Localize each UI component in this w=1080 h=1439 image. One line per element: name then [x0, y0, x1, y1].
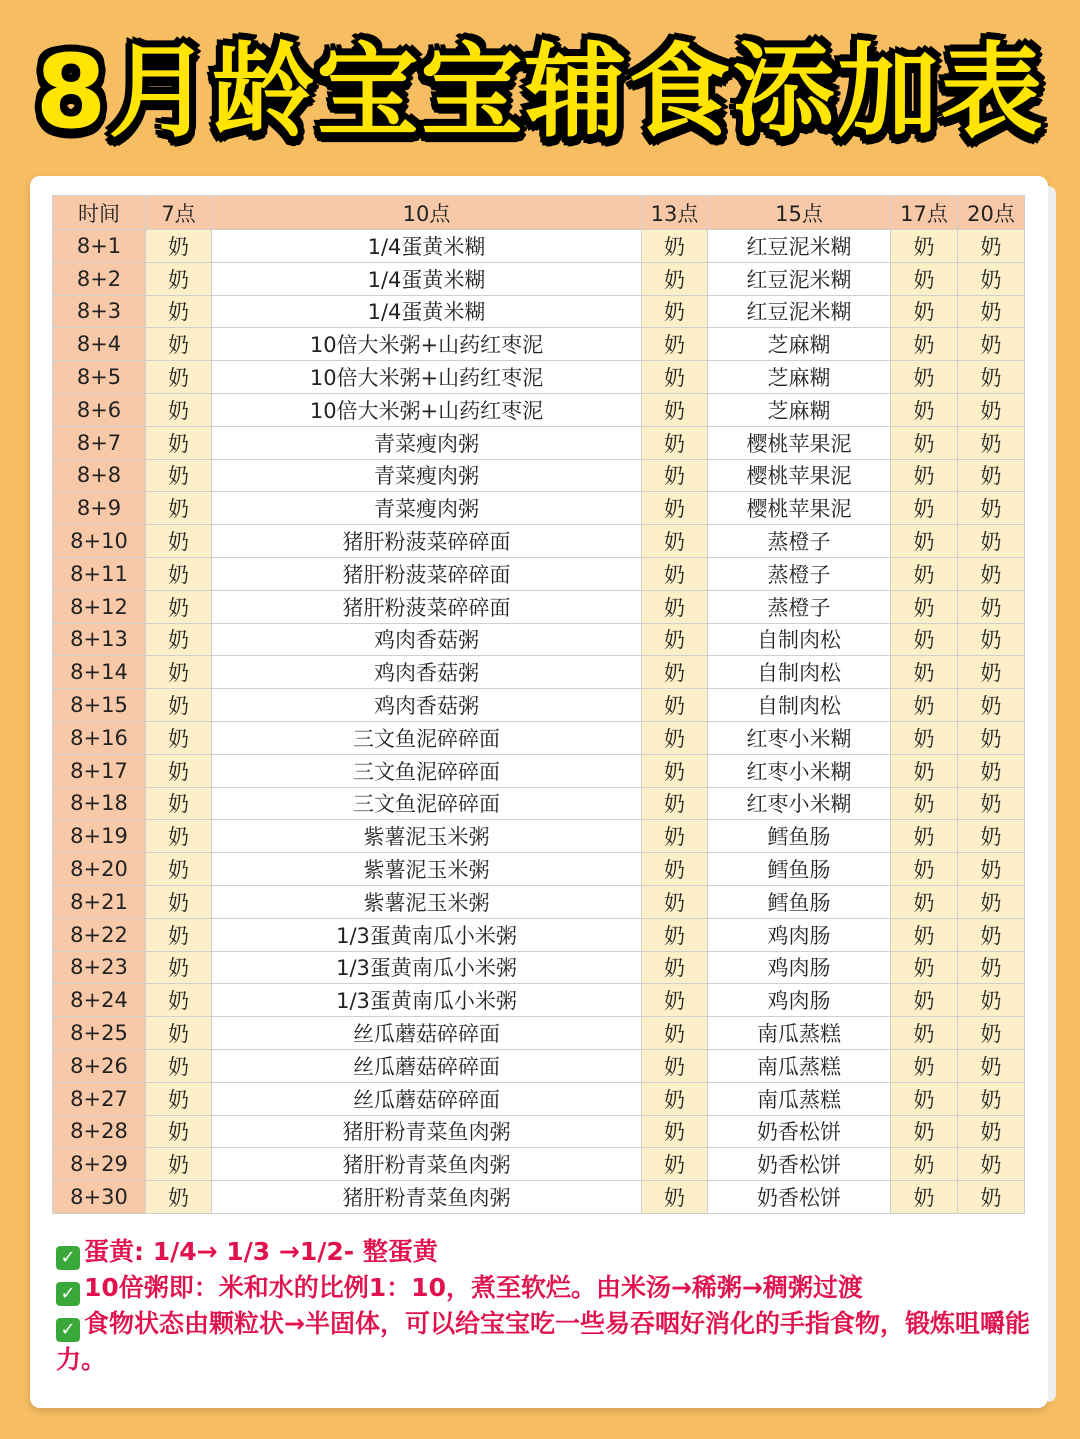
meal-cell-10: 猪肝粉青菜鱼肉粥 — [212, 1148, 642, 1181]
meal-cell-13: 奶 — [642, 885, 708, 918]
meal-cell-7: 奶 — [146, 590, 212, 623]
meal-cell-15: 鸡肉肠 — [708, 984, 891, 1017]
table-row — [53, 787, 1025, 820]
check-mark-icon: ✓ — [56, 1318, 80, 1342]
meal-cell-15: 红枣小米糊 — [708, 787, 891, 820]
meal-cell-20: 奶 — [958, 361, 1025, 394]
meal-cell-13: 奶 — [642, 525, 708, 558]
meal-cell-20: 奶 — [958, 590, 1025, 623]
meal-cell-10: 10倍大米粥+山药红枣泥 — [212, 361, 642, 394]
day-cell: 8+22 — [53, 918, 146, 951]
meal-cell-15: 鸡肉肠 — [708, 951, 891, 984]
meal-cell-20: 奶 — [958, 557, 1025, 590]
table-row — [53, 262, 1025, 295]
meal-cell-7: 奶 — [146, 459, 212, 492]
meal-cell-13: 奶 — [642, 1148, 708, 1181]
table-row — [53, 721, 1025, 754]
meal-cell-13: 奶 — [642, 754, 708, 787]
meal-cell-20: 奶 — [958, 328, 1025, 361]
meal-cell-10: 丝瓜蘑菇碎碎面 — [212, 1082, 642, 1115]
column-header: 7点 — [146, 196, 212, 230]
meal-cell-13: 奶 — [642, 689, 708, 722]
meal-cell-17: 奶 — [891, 1049, 958, 1082]
meal-cell-7: 奶 — [146, 426, 212, 459]
meal-cell-17: 奶 — [891, 393, 958, 426]
day-cell: 8+15 — [53, 689, 146, 722]
meal-cell-17: 奶 — [891, 853, 958, 886]
meal-cell-7: 奶 — [146, 1181, 212, 1214]
meal-cell-13: 奶 — [642, 295, 708, 328]
meal-cell-20: 奶 — [958, 1017, 1025, 1050]
meal-cell-13: 奶 — [642, 951, 708, 984]
meal-cell-20: 奶 — [958, 525, 1025, 558]
feeding-schedule-table — [52, 195, 1025, 1214]
meal-cell-10: 丝瓜蘑菇碎碎面 — [212, 1017, 642, 1050]
meal-cell-10: 猪肝粉菠菜碎碎面 — [212, 557, 642, 590]
meal-cell-15: 红豆泥米糊 — [708, 262, 891, 295]
meal-cell-10: 1/4蛋黄米糊 — [212, 262, 642, 295]
meal-cell-13: 奶 — [642, 984, 708, 1017]
day-cell: 8+16 — [53, 721, 146, 754]
meal-cell-7: 奶 — [146, 1148, 212, 1181]
meal-cell-20: 奶 — [958, 721, 1025, 754]
meal-cell-13: 奶 — [642, 426, 708, 459]
day-cell: 8+26 — [53, 1049, 146, 1082]
day-cell: 8+6 — [53, 393, 146, 426]
table-row — [53, 525, 1025, 558]
meal-cell-13: 奶 — [642, 1181, 708, 1214]
meal-cell-10: 鸡肉香菇粥 — [212, 689, 642, 722]
meal-cell-20: 奶 — [958, 393, 1025, 426]
meal-cell-17: 奶 — [891, 1017, 958, 1050]
table-row — [53, 885, 1025, 918]
table-row — [53, 1115, 1025, 1148]
table-row — [53, 557, 1025, 590]
meal-cell-15: 蒸橙子 — [708, 557, 891, 590]
table-header-row — [53, 196, 1025, 230]
meal-cell-17: 奶 — [891, 656, 958, 689]
table-row — [53, 426, 1025, 459]
table-row — [53, 754, 1025, 787]
meal-cell-20: 奶 — [958, 820, 1025, 853]
meal-cell-20: 奶 — [958, 754, 1025, 787]
meal-cell-17: 奶 — [891, 590, 958, 623]
meal-cell-20: 奶 — [958, 885, 1025, 918]
meal-cell-7: 奶 — [146, 754, 212, 787]
meal-cell-17: 奶 — [891, 820, 958, 853]
meal-cell-7: 奶 — [146, 689, 212, 722]
meal-cell-7: 奶 — [146, 984, 212, 1017]
meal-cell-13: 奶 — [642, 590, 708, 623]
meal-cell-10: 三文鱼泥碎碎面 — [212, 721, 642, 754]
meal-cell-10: 青菜瘦肉粥 — [212, 492, 642, 525]
day-cell: 8+27 — [53, 1082, 146, 1115]
meal-cell-15: 樱桃苹果泥 — [708, 492, 891, 525]
table-body — [53, 230, 1025, 1214]
meal-cell-7: 奶 — [146, 262, 212, 295]
meal-cell-10: 1/3蛋黄南瓜小米粥 — [212, 918, 642, 951]
meal-cell-17: 奶 — [891, 328, 958, 361]
meal-cell-7: 奶 — [146, 853, 212, 886]
meal-cell-10: 三文鱼泥碎碎面 — [212, 754, 642, 787]
meal-cell-13: 奶 — [642, 853, 708, 886]
meal-cell-10: 鸡肉香菇粥 — [212, 656, 642, 689]
meal-cell-7: 奶 — [146, 230, 212, 263]
table-row — [53, 951, 1025, 984]
meal-cell-10: 10倍大米粥+山药红枣泥 — [212, 393, 642, 426]
meal-cell-15: 鳕鱼肠 — [708, 885, 891, 918]
meal-cell-10: 青菜瘦肉粥 — [212, 459, 642, 492]
note-item: ✓ 食物状态由颗粒状→半固体，可以给宝宝吃一些易吞咽好消化的手指食物，锻炼咀嚼能力。 — [56, 1309, 1030, 1374]
day-cell: 8+3 — [53, 295, 146, 328]
meal-cell-7: 奶 — [146, 885, 212, 918]
meal-cell-15: 自制肉松 — [708, 656, 891, 689]
table-row — [53, 361, 1025, 394]
meal-cell-13: 奶 — [642, 459, 708, 492]
meal-cell-15: 樱桃苹果泥 — [708, 459, 891, 492]
meal-cell-13: 奶 — [642, 1115, 708, 1148]
meal-cell-17: 奶 — [891, 492, 958, 525]
day-cell: 8+2 — [53, 262, 146, 295]
meal-cell-15: 红枣小米糊 — [708, 721, 891, 754]
table-row — [53, 393, 1025, 426]
meal-cell-15: 奶香松饼 — [708, 1148, 891, 1181]
meal-cell-7: 奶 — [146, 1049, 212, 1082]
note-item: ✓ 蛋黄: 1/4→ 1/3 →1/2- 整蛋黄 — [56, 1234, 1036, 1270]
meal-cell-20: 奶 — [958, 492, 1025, 525]
meal-cell-7: 奶 — [146, 951, 212, 984]
meal-cell-20: 奶 — [958, 1181, 1025, 1214]
meal-cell-17: 奶 — [891, 885, 958, 918]
notes-section — [56, 1234, 1036, 1378]
meal-cell-10: 猪肝粉青菜鱼肉粥 — [212, 1115, 642, 1148]
table-row — [53, 590, 1025, 623]
meal-cell-7: 奶 — [146, 492, 212, 525]
day-cell: 8+9 — [53, 492, 146, 525]
meal-cell-7: 奶 — [146, 721, 212, 754]
meal-cell-10: 1/4蛋黄米糊 — [212, 295, 642, 328]
day-cell: 8+17 — [53, 754, 146, 787]
meal-cell-17: 奶 — [891, 754, 958, 787]
column-header: 10点 — [212, 196, 642, 230]
meal-cell-10: 三文鱼泥碎碎面 — [212, 787, 642, 820]
meal-cell-17: 奶 — [891, 1115, 958, 1148]
meal-cell-20: 奶 — [958, 459, 1025, 492]
day-cell: 8+13 — [53, 623, 146, 656]
meal-cell-17: 奶 — [891, 951, 958, 984]
table-row — [53, 1181, 1025, 1214]
note-item: ✓ 10倍粥即：米和水的比例1：10，煮至软烂。由米汤→稀粥→稠粥过渡 — [56, 1270, 1036, 1306]
meal-cell-20: 奶 — [958, 230, 1025, 263]
column-header: 时间 — [53, 196, 146, 230]
meal-cell-20: 奶 — [958, 426, 1025, 459]
meal-cell-15: 芝麻糊 — [708, 393, 891, 426]
meal-cell-13: 奶 — [642, 328, 708, 361]
meal-cell-7: 奶 — [146, 525, 212, 558]
meal-cell-17: 奶 — [891, 689, 958, 722]
page-title: 8月龄宝宝辅食添加表 — [35, 33, 1045, 152]
meal-cell-15: 奶香松饼 — [708, 1181, 891, 1214]
meal-cell-10: 丝瓜蘑菇碎碎面 — [212, 1049, 642, 1082]
schedule-card — [30, 176, 1048, 1408]
meal-cell-7: 奶 — [146, 623, 212, 656]
day-cell: 8+21 — [53, 885, 146, 918]
meal-cell-13: 奶 — [642, 230, 708, 263]
meal-cell-7: 奶 — [146, 1115, 212, 1148]
meal-cell-17: 奶 — [891, 1082, 958, 1115]
meal-cell-20: 奶 — [958, 1082, 1025, 1115]
meal-cell-15: 芝麻糊 — [708, 328, 891, 361]
table-row — [53, 230, 1025, 263]
meal-cell-17: 奶 — [891, 230, 958, 263]
table-row — [53, 459, 1025, 492]
meal-cell-7: 奶 — [146, 393, 212, 426]
table-row — [53, 918, 1025, 951]
meal-cell-17: 奶 — [891, 557, 958, 590]
day-cell: 8+23 — [53, 951, 146, 984]
meal-cell-7: 奶 — [146, 557, 212, 590]
meal-cell-13: 奶 — [642, 787, 708, 820]
meal-cell-10: 紫薯泥玉米粥 — [212, 885, 642, 918]
day-cell: 8+18 — [53, 787, 146, 820]
meal-cell-20: 奶 — [958, 262, 1025, 295]
day-cell: 8+25 — [53, 1017, 146, 1050]
meal-cell-13: 奶 — [642, 492, 708, 525]
meal-cell-17: 奶 — [891, 787, 958, 820]
meal-cell-20: 奶 — [958, 623, 1025, 656]
meal-cell-13: 奶 — [642, 656, 708, 689]
meal-cell-10: 1/4蛋黄米糊 — [212, 230, 642, 263]
table-row — [53, 1082, 1025, 1115]
column-header: 20点 — [958, 196, 1025, 230]
day-cell: 8+11 — [53, 557, 146, 590]
meal-cell-13: 奶 — [642, 393, 708, 426]
meal-cell-13: 奶 — [642, 1017, 708, 1050]
meal-cell-17: 奶 — [891, 295, 958, 328]
table-row — [53, 1148, 1025, 1181]
table-row — [53, 656, 1025, 689]
meal-cell-7: 奶 — [146, 361, 212, 394]
meal-cell-7: 奶 — [146, 1017, 212, 1050]
table-row — [53, 984, 1025, 1017]
meal-cell-10: 10倍大米粥+山药红枣泥 — [212, 328, 642, 361]
day-cell: 8+1 — [53, 230, 146, 263]
meal-cell-15: 蒸橙子 — [708, 525, 891, 558]
meal-cell-13: 奶 — [642, 1049, 708, 1082]
meal-cell-7: 奶 — [146, 820, 212, 853]
day-cell: 8+20 — [53, 853, 146, 886]
meal-cell-7: 奶 — [146, 295, 212, 328]
meal-cell-15: 南瓜蒸糕 — [708, 1049, 891, 1082]
meal-cell-10: 鸡肉香菇粥 — [212, 623, 642, 656]
meal-cell-20: 奶 — [958, 1115, 1025, 1148]
meal-cell-17: 奶 — [891, 984, 958, 1017]
meal-cell-10: 1/3蛋黄南瓜小米粥 — [212, 951, 642, 984]
day-cell: 8+7 — [53, 426, 146, 459]
meal-cell-13: 奶 — [642, 557, 708, 590]
meal-cell-13: 奶 — [642, 361, 708, 394]
meal-cell-20: 奶 — [958, 853, 1025, 886]
meal-cell-10: 猪肝粉青菜鱼肉粥 — [212, 1181, 642, 1214]
meal-cell-17: 奶 — [891, 918, 958, 951]
meal-cell-20: 奶 — [958, 787, 1025, 820]
day-cell: 8+29 — [53, 1148, 146, 1181]
meal-cell-15: 红枣小米糊 — [708, 754, 891, 787]
meal-cell-13: 奶 — [642, 721, 708, 754]
meal-cell-15: 红豆泥米糊 — [708, 295, 891, 328]
table-row — [53, 623, 1025, 656]
meal-cell-17: 奶 — [891, 361, 958, 394]
meal-cell-13: 奶 — [642, 262, 708, 295]
meal-cell-10: 猪肝粉菠菜碎碎面 — [212, 525, 642, 558]
day-cell: 8+12 — [53, 590, 146, 623]
table-row — [53, 1017, 1025, 1050]
meal-cell-20: 奶 — [958, 295, 1025, 328]
meal-cell-17: 奶 — [891, 721, 958, 754]
meal-cell-10: 1/3蛋黄南瓜小米粥 — [212, 984, 642, 1017]
meal-cell-13: 奶 — [642, 1082, 708, 1115]
meal-cell-7: 奶 — [146, 656, 212, 689]
day-cell: 8+4 — [53, 328, 146, 361]
table-row — [53, 492, 1025, 525]
table-row — [53, 295, 1025, 328]
column-header: 17点 — [891, 196, 958, 230]
meal-cell-20: 奶 — [958, 1148, 1025, 1181]
day-cell: 8+10 — [53, 525, 146, 558]
meal-cell-20: 奶 — [958, 689, 1025, 722]
meal-cell-15: 鳕鱼肠 — [708, 853, 891, 886]
meal-cell-15: 自制肉松 — [708, 623, 891, 656]
check-mark-icon: ✓ — [56, 1246, 80, 1270]
day-cell: 8+30 — [53, 1181, 146, 1214]
meal-cell-17: 奶 — [891, 525, 958, 558]
meal-cell-15: 芝麻糊 — [708, 361, 891, 394]
meal-cell-10: 猪肝粉菠菜碎碎面 — [212, 590, 642, 623]
meal-cell-7: 奶 — [146, 1082, 212, 1115]
meal-cell-17: 奶 — [891, 459, 958, 492]
meal-cell-7: 奶 — [146, 328, 212, 361]
meal-cell-13: 奶 — [642, 820, 708, 853]
check-mark-icon: ✓ — [56, 1282, 80, 1306]
meal-cell-10: 青菜瘦肉粥 — [212, 426, 642, 459]
meal-cell-15: 红豆泥米糊 — [708, 230, 891, 263]
meal-cell-15: 鸡肉肠 — [708, 918, 891, 951]
meal-cell-17: 奶 — [891, 426, 958, 459]
day-cell: 8+5 — [53, 361, 146, 394]
meal-cell-20: 奶 — [958, 1049, 1025, 1082]
table-row — [53, 820, 1025, 853]
meal-cell-17: 奶 — [891, 623, 958, 656]
meal-cell-15: 奶香松饼 — [708, 1115, 891, 1148]
meal-cell-15: 南瓜蒸糕 — [708, 1082, 891, 1115]
meal-cell-7: 奶 — [146, 787, 212, 820]
meal-cell-20: 奶 — [958, 951, 1025, 984]
table-row — [53, 328, 1025, 361]
meal-cell-17: 奶 — [891, 262, 958, 295]
day-cell: 8+24 — [53, 984, 146, 1017]
table-row — [53, 1049, 1025, 1082]
day-cell: 8+14 — [53, 656, 146, 689]
column-header: 13点 — [642, 196, 708, 230]
meal-cell-15: 樱桃苹果泥 — [708, 426, 891, 459]
day-cell: 8+19 — [53, 820, 146, 853]
meal-cell-7: 奶 — [146, 918, 212, 951]
meal-cell-10: 紫薯泥玉米粥 — [212, 820, 642, 853]
meal-cell-15: 鳕鱼肠 — [708, 820, 891, 853]
day-cell: 8+28 — [53, 1115, 146, 1148]
meal-cell-13: 奶 — [642, 918, 708, 951]
column-header: 15点 — [708, 196, 891, 230]
meal-cell-15: 南瓜蒸糕 — [708, 1017, 891, 1050]
meal-cell-15: 蒸橙子 — [708, 590, 891, 623]
day-cell: 8+8 — [53, 459, 146, 492]
meal-cell-13: 奶 — [642, 623, 708, 656]
meal-cell-20: 奶 — [958, 656, 1025, 689]
table-row — [53, 689, 1025, 722]
meal-cell-17: 奶 — [891, 1181, 958, 1214]
table-row — [53, 853, 1025, 886]
meal-cell-15: 自制肉松 — [708, 689, 891, 722]
meal-cell-20: 奶 — [958, 984, 1025, 1017]
meal-cell-17: 奶 — [891, 1148, 958, 1181]
meal-cell-20: 奶 — [958, 918, 1025, 951]
meal-cell-10: 紫薯泥玉米粥 — [212, 853, 642, 886]
